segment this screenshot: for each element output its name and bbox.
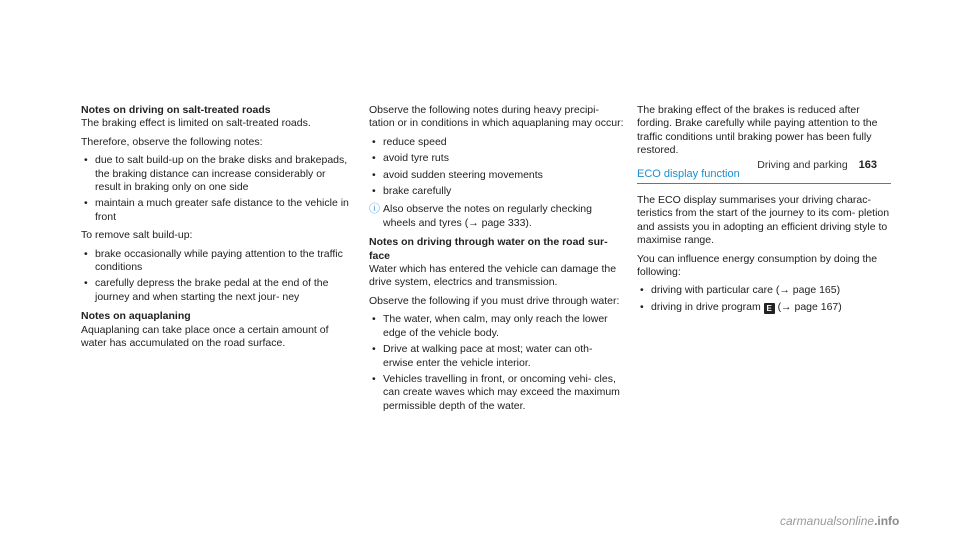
list-item: • avoid sudden steering movements [369,169,624,182]
bullet-list [637,284,891,314]
bullet-list [81,248,353,305]
paragraph: Therefore, observe the following notes: [81,135,263,148]
list-item: • Drive at walking pace at most; water can oth- erwise enter the vehicle interior. [369,343,624,370]
paragraph: To remove salt build-up: [81,229,193,242]
page-number: 163 [858,159,877,171]
list-item-text: driving in drive program [651,300,761,313]
watermark-tld: .info [874,514,900,528]
list-item-ref: (→ page 167) [777,300,842,313]
bullet-list [369,136,624,199]
list-item[interactable] [637,301,891,314]
column-middle [369,104,624,418]
heading-salt-roads: Notes on driving on salt-treated roads [81,104,271,116]
paragraph: The braking effect of the brakes is reduced after fording. Brake carefully while paying attention to the traffic conditions until braking power has been fully restored. [637,104,878,157]
list-item: • due to salt build-up on the brake disks and brakepads, the braking distance can increase considerably or result in braking only on one side [81,154,353,194]
list-item: • Vehicles travelling in front, or oncoming vehi- cles, can create waves which may exceed the maximum permissible depth of the water. [369,373,624,413]
heading-aquaplaning: Notes on aquaplaning [81,310,191,323]
column-left [81,104,353,356]
list-item: • reduce speed [369,136,624,149]
list-item: • brake carefully [369,185,624,198]
paragraph: Observe the following if you must drive through water: [369,294,620,307]
paragraph: Observe the following notes during heavy precipi- tation or in conditions in which aquaplaning may occur: [369,104,624,130]
heading-eco-display: ECO display function [637,168,891,184]
section-title: Driving and parking [757,159,848,171]
info-icon: ⓘ [369,203,380,216]
heading-driving-through-water: Notes on driving through water on the road sur- face [369,236,608,262]
bullet-list [369,313,624,413]
list-item: • brake occasionally while paying attention to the traffic conditions [81,248,353,275]
watermark[interactable] [780,515,899,528]
watermark-site: carmanualsonline [780,514,875,528]
paragraph: Aquaplaning can take place once a certain amount of water has accumulated on the road surface. [81,323,329,350]
list-item: • avoid tyre ruts [369,152,624,165]
info-note [369,203,624,230]
paragraph: You can influence energy consumption by doing the following: [637,252,878,279]
list-item[interactable]: • driving with particular care (→ page 165) [637,284,891,297]
paragraph: Water which has entered the vehicle can damage the drive system, electrics and transmission. [369,263,617,289]
column-right [637,104,891,319]
list-item: • carefully depress the brake pedal at the end of the journey and when starting the next jour- ney [81,277,353,304]
paragraph: The braking effect is limited on salt-treated roads. [81,117,311,130]
bullet-list [81,154,353,224]
paragraph: The ECO display summarises your driving charac- teristics from the start of the journey to its com- pletion and assists you in adopting an efficient driving style to maximise range. [637,194,890,247]
note-text[interactable]: Also observe the notes on regularly checking wheels and tyres (→ page 333). [383,203,592,229]
list-item: • The water, when calm, may only reach the lower edge of the vehicle body. [369,313,624,340]
list-item: • maintain a much greater safe distance to the vehicle in front [81,197,353,224]
eco-program-icon: E [764,303,775,314]
